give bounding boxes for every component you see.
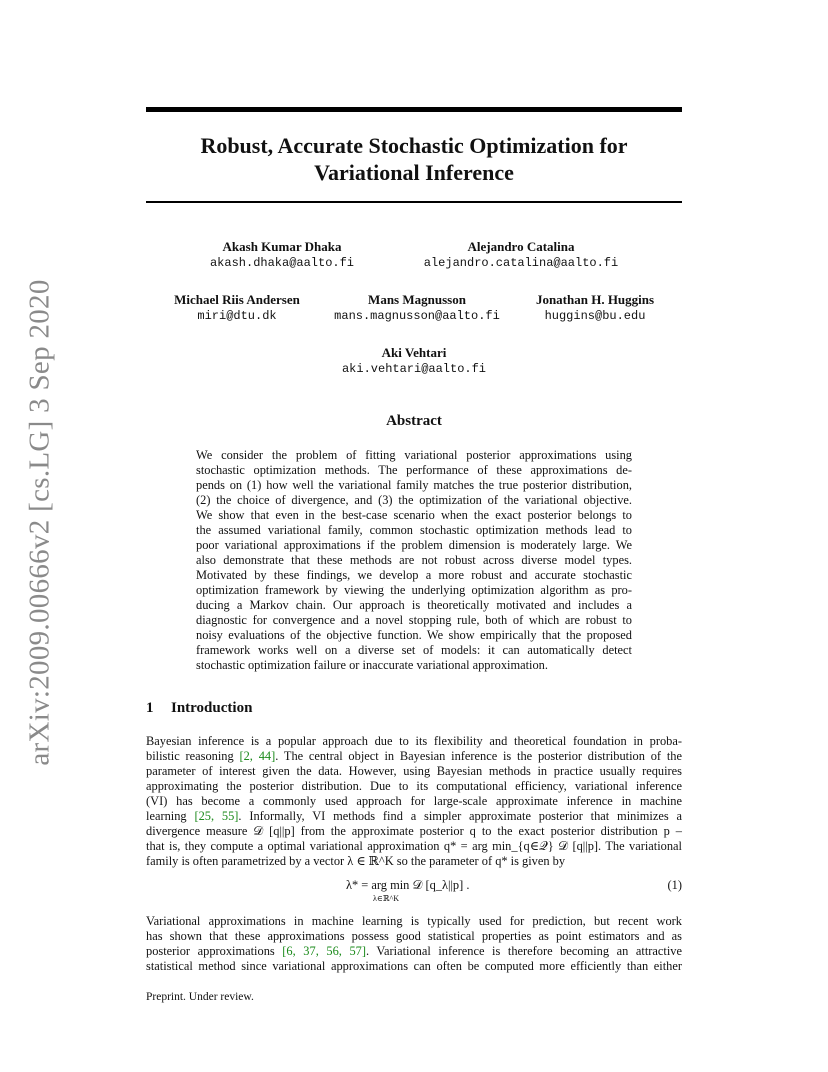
citation-link[interactable]: [25, 55] [194,809,239,823]
abstract-heading: Abstract [386,413,442,429]
abstract-line: We consider the problem of fitting variational posterior approximations using [196,448,632,462]
equation-1 [146,878,682,908]
author-block [294,345,534,377]
author-name: Michael Riis Andersen [174,292,300,307]
author-name: Jonathan H. Huggins [535,292,655,307]
intro-line: that is, they compute a optimal variational approximation q* = arg min_{q∈𝒬} 𝒟 [q||p]. The variational [146,839,682,853]
text-run: . Variational inference is therefore becoming an attractive [365,944,682,958]
intro-line: has shown that these approximations possess good statistical properties as point estimators and as [146,929,682,943]
intro-line: divergence measure 𝒟 [q||p] from the approximate posterior q to the exact posterior distribution p – [146,824,682,838]
abstract-line: noisy evaluations of the objective function. We show empirically that the proposed [196,628,632,642]
intro-line: parameter of interest given the data. However, using Bayesian methods in practice usually requires [146,764,682,778]
author-email[interactable]: mans.magnusson@aalto.fi [334,309,500,323]
arxiv-stamp [20,278,60,766]
text-run: . The central object in Bayesian inference is the posterior distribution of the [275,749,682,763]
abstract-line: poor variational approximations if the problem dimension is moderately large. We [196,538,632,552]
author-name: Mans Magnusson [368,292,466,307]
abstract-line: stochastic optimization failure or inaccurate variational approximation. [196,658,548,672]
page-footer: Preprint. Under review. [146,991,254,1003]
intro-line [146,749,682,764]
author-block [162,239,402,271]
abstract-line: stochastic optimization methods. The performance of these approximations de- [196,463,632,477]
abstract-line: We show that even in the best-case scenario when the exact posterior belongs to [196,508,632,522]
intro-line: statistical method since variational approximations can often be computed more efficiently than either [146,959,682,973]
intro-line: (VI) has become a commonly used approach for large-scale approximate inference in machine [146,794,682,808]
intro-line: Bayesian inference is a popular approach due to its flexibility and theoretical foundation in proba- [146,734,682,748]
author-block [475,292,715,324]
abstract-line: also demonstrate that these methods are not robust across diverse model types. [196,553,632,567]
title-rule-bottom [146,201,682,203]
equation-number: (1) [667,878,682,892]
text-run: bilistic reasoning [146,749,240,763]
author-block [401,239,641,271]
text-run: learning [146,809,195,823]
title-rule-top [146,107,682,112]
author-name: Akash Kumar Dhaka [222,239,342,254]
intro-paragraph [146,734,682,869]
title-line: Variational Inference [314,160,514,185]
paper-page [146,0,682,1072]
equation-subscript: λ∈ℝ^K [373,894,399,903]
title-line: Robust, Accurate Stochastic Optimization for [200,133,628,158]
intro-line: Variational approximations in machine learning is typically used for prediction, but recent work [146,914,682,928]
author-email[interactable]: alejandro.catalina@aalto.fi [423,256,619,270]
abstract-line: Motivated by these findings, we develop a more robust and accurate stochastic [196,568,632,582]
author-name: Alejandro Catalina [467,239,575,254]
intro-line [146,809,682,824]
text-run: . Informally, VI methods find a simpler approximate posterior that minimizes a [238,809,683,823]
abstract-line: ducing a Markov chain. Our approach is theoretically motivated and includes a [196,598,632,612]
intro-paragraph-2 [146,914,682,974]
intro-line: family is often parametrized by a vector λ ∈ ℝ^K so the parameter of q* is given by [146,854,566,868]
arxiv-stamp-text: arXiv:2009.00666v2 [cs.LG] 3 Sep 2020 [23,278,56,766]
equation-body: λ* = arg min 𝒟 [q_λ||p] . [346,878,470,892]
author-email[interactable]: aki.vehtari@aalto.fi [341,362,487,376]
citation-link[interactable]: [6, 37, 56, 57] [282,944,366,958]
intro-line: approximating the posterior distribution. Due to its computational efficiency, variational inference [146,779,682,793]
citation-link[interactable]: [2, 44] [239,749,276,763]
abstract-line: (2) the choice of divergence, and (3) the optimization of the variational objective. [196,493,632,507]
abstract-line: the assumed variational family, common stochastic optimization methods lead to [196,523,632,537]
author-name: Aki Vehtari [381,345,447,360]
abstract-body [196,448,632,673]
author-email[interactable]: huggins@bu.edu [544,309,646,323]
abstract-line: diagnostic for convergence and a novel stopping rule, both of which are robust to [196,613,632,627]
abstract-line: pends on (1) how well the variational family matches the true posterior distribution, [196,478,632,492]
text-run: posterior approximations [146,944,283,958]
section-title: Introduction [171,700,253,716]
paper-title [146,132,682,186]
abstract-line: optimization framework by viewing the underlying optimization algorithm as pro- [196,583,632,597]
section-number: 1 [146,700,154,716]
author-email[interactable]: akash.dhaka@aalto.fi [209,256,355,270]
author-email[interactable]: miri@dtu.dk [197,309,277,323]
section-heading [146,700,252,717]
abstract-line: framework works well on a diverse set of models: it can automatically detect [196,643,632,657]
intro-line [146,944,682,959]
